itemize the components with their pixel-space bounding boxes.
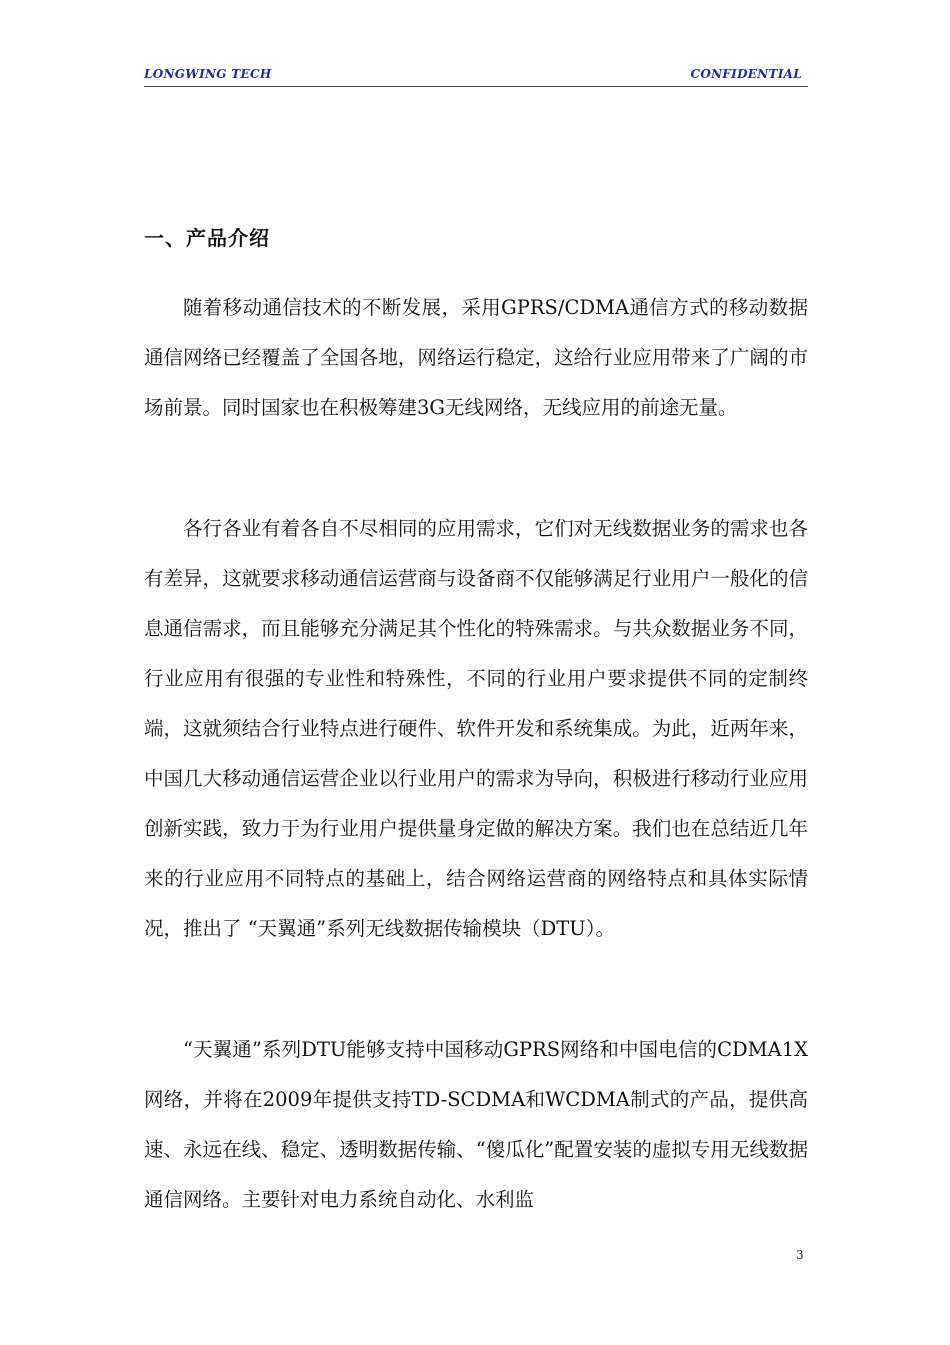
paragraph-1: 随着移动通信技术的不断发展，采用GPRS/CDMA通信方式的移动数据通信网络已经覆盖了全国各地，网络运行稳定，这给行业应用带来了广阔的市场前景。同时国家也在积极筹建3G无线网络，无线应用的前途无量。 [144, 296, 808, 419]
page-number: 3 [796, 1248, 804, 1262]
paragraph-3: “天翼通”系列DTU能够支持中国移动GPRS网络和中国电信的CDMA1X网络，并将在2009年提供支持TD-SCDMA和WCDMA制式的产品，提供高速、永远在线、稳定、透明数据传输、“傻瓜化”配置安装的虚拟专用无线数据通信网络。主要针对电力系统自动化、水利监 [144, 1038, 808, 1211]
page-header [144, 66, 808, 87]
section-heading: 一、产品介绍 [144, 226, 270, 250]
header-company-name: LONGWING TECH [144, 67, 272, 81]
paragraph-2: 各行各业有着各自不尽相同的应用需求，它们对无线数据业务的需求也各有差异，这就要求移动通信运营商与设备商不仅能够满足行业用户一般化的信息通信需求，而且能够充分满足其个性化的特殊需求。与共众数据业务不同，行业应用有很强的专业性和特殊性，不同的行业用户要求提供不同的定制终端，这就须结合行业特点进行硬件、软件开发和系统集成。为此，近两年来，中国几大移动通信运营企业以行业用户的需求为导向，积极进行移动行业应用创新实践，致力于为行业用户提供量身定做的解决方案。我们也在总结近几年来的行业应用不同特点的基础上，结合网络运营商的网络特点和具体实际情况，推出了 “天翼通”系列无线数据传输模块（DTU）。 [144, 517, 808, 940]
header-confidential-label: CONFIDENTIAL [690, 67, 802, 81]
